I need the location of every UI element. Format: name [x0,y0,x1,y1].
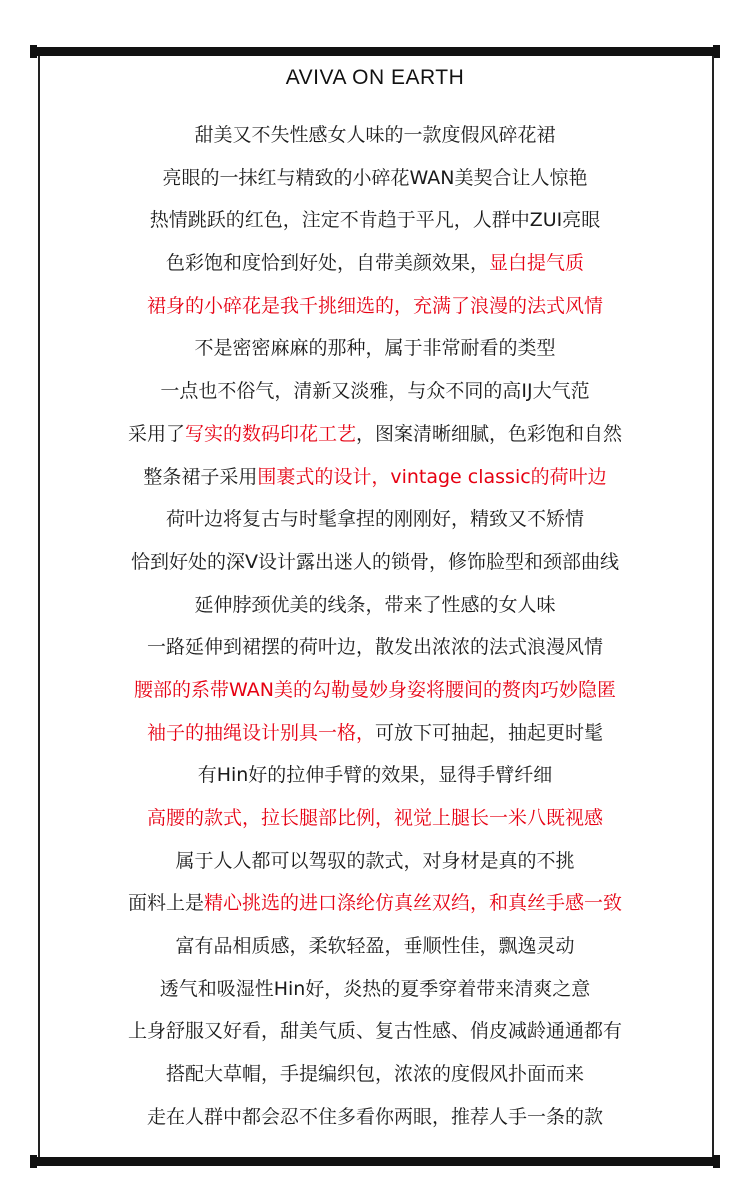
description-line [40,498,710,541]
body-text: 采用了 [127,422,185,445]
brand-title: AVIVA ON EARTH [285,66,465,89]
body-text: 延伸脖颈优美的线条，带来了性感的女人味 [194,593,556,616]
description-lines [40,114,710,1139]
highlighted-text: 围裹式的设计，vintage classic的荷叶边 [257,465,607,488]
description-line [40,1053,710,1096]
highlighted-text: 高腰的款式，拉长腿部比例，视觉上腿长一米八既视感 [146,807,603,829]
description-line [40,370,710,413]
body-text: 可放下可抽起，抽起更时髦 [375,721,604,744]
description-line [40,968,710,1011]
highlighted-text: 精心挑选的进口涤纶仿真丝双绉，和真丝手感一致 [204,892,623,915]
body-text: 一点也不俗气，清新又淡雅，与众不同的高IJ大气范 [160,380,590,403]
body-text: 面料上是 [127,892,204,915]
body-text: 透气和吸湿性Hin好，炎热的夏季穿着带来清爽之意 [159,977,591,1000]
description-line [40,114,710,157]
body-text: 属于人人都可以驾驭的款式，对身材是真的不挑 [175,849,575,872]
description-line [40,1096,710,1139]
description-line [40,626,710,669]
highlighted-text: 写实的数码印花工艺 [184,422,356,445]
description-line [40,584,710,627]
top-right-rod-cap [713,45,720,58]
description-line [40,456,710,499]
description-panel [40,60,710,1155]
top-scroll-rod [31,47,718,56]
description-line [40,413,710,456]
bottom-scroll-rod [31,1157,718,1166]
highlighted-text: 裙身的小碎花是我千挑细选的，充满了浪漫的法式风情 [146,294,603,317]
body-text: 不是密密麻麻的那种，属于非常耐看的类型 [194,337,556,360]
body-text: 恰到好处的深V设计露出迷人的锁骨，修饰脸型和颈部曲线 [131,550,619,573]
body-text: 富有品相质感，柔软轻盈，垂顺性佳，飘逸灵动 [175,935,575,958]
bottom-left-rod-cap [30,1155,37,1168]
description-line [40,541,710,584]
body-text: 有Hin好的拉伸手臂的效果，显得手臂纤细 [197,764,553,787]
description-line [40,925,710,968]
body-text: 亮眼的一抹红与精致的小碎花WAN美契合让人惊艳 [162,166,588,189]
description-line [40,1010,710,1053]
description-line [40,199,710,242]
body-text: 荷叶边将复古与时髦拿捏的刚刚好，精致又不矫情 [165,508,584,531]
description-line [40,157,710,200]
body-text: ，图案清晰细腻，色彩饱和自然 [356,422,623,445]
body-text: 一路延伸到裙摆的荷叶边，散发出浓浓的法式浪漫风情 [146,636,603,659]
description-line [40,797,710,840]
description-line [40,242,710,285]
bottom-right-rod-cap [713,1155,720,1168]
description-line [40,840,710,883]
highlighted-text: 袖子的抽绳设计别具一格， [146,721,375,744]
body-text: 色彩饱和度恰到好处，自带美颜效果， [165,252,489,275]
body-text: 热情跳跃的红色，注定不肯趋于平凡，人群中ZUI亮眼 [149,209,601,232]
highlighted-text: 腰部的系带WAN美的勾勒曼妙身姿将腰间的赘肉巧妙隐匿 [134,678,616,701]
body-text: 走在人群中都会忍不住多看你两眼，推荐人手一条的款 [146,1105,603,1128]
body-text: 整条裙子采用 [143,465,258,488]
description-line [40,754,710,797]
description-line [40,712,710,755]
description-line [40,327,710,370]
description-line [40,882,710,925]
description-line [40,285,710,328]
body-text: 甜美又不失性感女人味的一款度假风碎花裙 [194,124,556,146]
highlighted-text: 显白提气质 [489,252,585,275]
right-border [712,56,714,1157]
body-text: 搭配大草帽，手提编织包，浓浓的度假风扑面而来 [165,1063,584,1086]
description-line [40,669,710,712]
body-text: 上身舒服又好看，甜美气质、复古性感、俏皮减龄通通都有 [127,1020,622,1043]
top-left-rod-cap [30,45,37,58]
